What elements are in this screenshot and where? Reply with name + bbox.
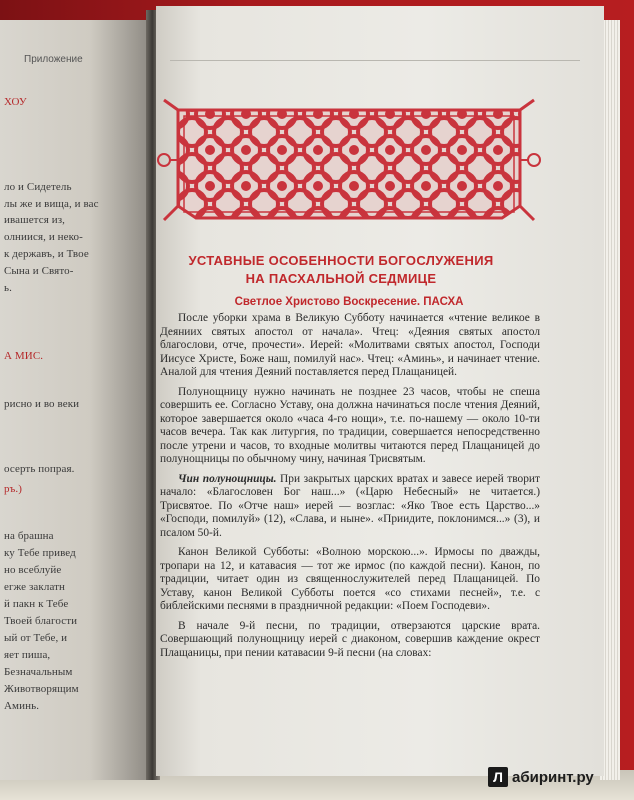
left-page-line: А МИС.: [4, 350, 44, 362]
paragraph-3: Чин полунощницы. При закрытых царских вратах и завесе иерей творит начало: «Благословен Бог наш...» («Царю Небесный» не читается.) Трисвятое. По «Отче наш» иерей — возглас: «Яко Твое есть Царство...» «Господи, помилуй» (12), «Слава, и ныне». «Приидите, поклонимся...» (3), и псалом 50-й.: [160, 472, 540, 539]
left-page-line: олниися, и неко-: [4, 231, 83, 243]
left-page-line: осерть попрая.: [4, 463, 75, 475]
left-page-line: ый от Тебе, и: [4, 632, 68, 644]
left-page-line: ло и Сидетель: [4, 181, 72, 193]
title-line-1: УСТАВНЫЕ ОСОБЕННОСТИ БОГОСЛУЖЕНИЯ: [188, 253, 494, 268]
left-page-line: но всеблуйе: [4, 564, 62, 576]
body-text: [160, 312, 540, 666]
left-page-line: ивашется из,: [4, 214, 65, 226]
left-page-line: егже заклатн: [4, 581, 66, 593]
paragraph-1: После уборки храма в Великую Субботу начинается «чтение великое в Деяниих святых апостол от начала». Чтец: «Деяния святых апостол благослови, отче, прочести». Иерей: «Молитвами святых апостол, Господи Иисусе Христе, Боже наш, помилуй нас». Чтец: «Аминь», и начинает чтение. Аналой для чтения Деяний поставляется перед Плащаницей.: [160, 312, 540, 378]
section-title: [166, 252, 516, 288]
paragraph-4: Канон Великой Субботы: «Волною морскою...». Ирмосы по дважды, тропари на 12, и катавасия — тот же ирмос (по каждой песни). Канон, по традиции, читает один из священнослужителей перед Плащаницей. По Уставу, канон Великой Субботы поется «со стихами песней», т.е. с библейскими песнями в праздничной редакции: «Поем Господеви».: [160, 546, 540, 612]
paragraph-2: Полунощницу нужно начинать не позднее 23 часов, чтобы не спеша совершить ее. Согласно Уставу, она должна начинаться после чтения Деяний, которое завершается около «часа 4-го нощи», т.е. по-нашему — около 10-ти часов вечера. Так как литургия, по традиции, совершается непосредственно после утрени и часов, то входные молитвы читаются перед Плащаницей до полунощницы по обычному чину, начиная Трисвятым.: [160, 385, 540, 465]
celtic-ornament-icon: [156, 96, 542, 232]
labirint-logo-icon: Л: [488, 767, 508, 787]
paragraph-5: В начале 9-й песни, по традиции, отверзаются царские врата. Совершающий полунощницу иерей с диаконом, совершив каждение окрест Плащаницы, при пении катавасии 9-й песни (на словах:: [160, 619, 540, 659]
left-page-line: ь.: [4, 282, 12, 294]
running-rule: [170, 60, 580, 62]
left-page: [0, 20, 150, 780]
paragraph-lead: Чин полунощницы.: [178, 472, 277, 485]
left-page-line: на брашна: [4, 530, 54, 542]
left-page-line: ку Тебе привед: [4, 547, 76, 559]
left-page-line: лы же и вища, и вас: [4, 198, 99, 210]
left-page-line: й пакн к Тебе: [4, 598, 69, 610]
left-running-title: Приложение: [24, 54, 83, 65]
left-page-line: рисно и во веки: [4, 398, 80, 410]
left-page-line: Безначальным: [4, 666, 73, 678]
left-page-line: ръ.): [4, 483, 23, 495]
left-page-line: ХОУ: [4, 96, 27, 108]
left-page-line: Твоей благости: [4, 615, 78, 627]
section-subtitle: Светлое Христово Воскресение. ПАСХА: [234, 296, 464, 308]
left-page-line: Сына и Свято-: [4, 265, 74, 277]
right-page: [156, 6, 604, 776]
left-page-line: Аминь.: [4, 700, 40, 712]
left-page-line: яет пиша,: [4, 649, 51, 661]
title-line-2: НА ПАСХАЛЬНОЙ СЕДМИЦЕ: [245, 271, 437, 286]
labirint-watermark: [488, 764, 628, 790]
left-page-line: Животворящим: [4, 683, 79, 695]
watermark-text: абиринт.ру: [512, 768, 594, 786]
left-page-line: к державъ, и Твое: [4, 248, 89, 260]
